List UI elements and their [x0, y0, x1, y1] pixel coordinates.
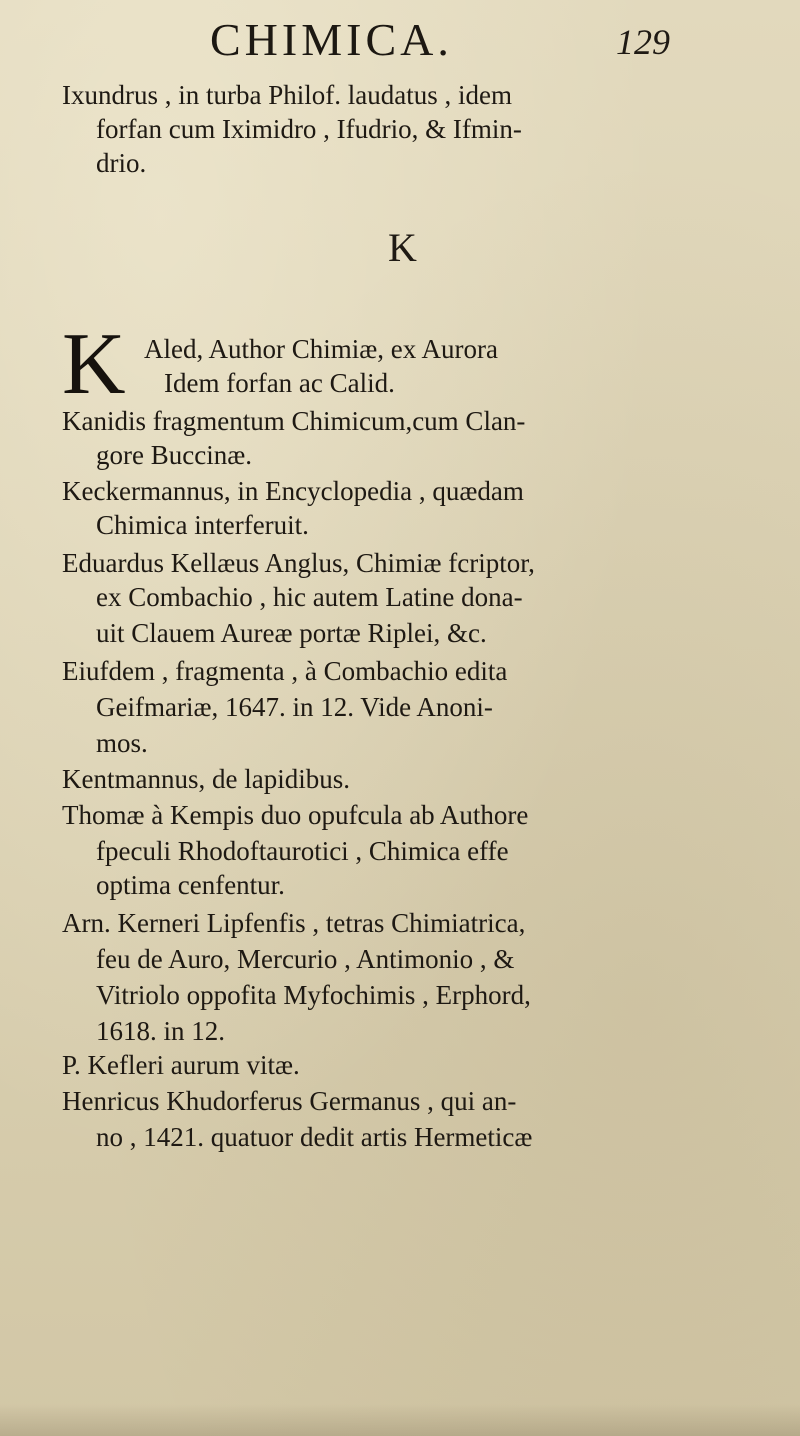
text-line: Thomæ à Kempis duo opufcula ab Authore	[62, 800, 529, 830]
page-bottom-edge	[0, 1404, 800, 1436]
text-line: Aled, Author Chimiæ, ex Aurora	[144, 334, 498, 364]
page-header	[0, 10, 800, 70]
text-line: fpeculi Rhodoftaurotici , Chimica effe	[96, 836, 509, 866]
text-line: Geifmariæ, 1647. in 12. Vide Anoni-	[96, 692, 493, 722]
text-line: Keckermannus, in Encyclopedia , quædam	[62, 476, 524, 506]
text-line: P. Kefleri aurum vitæ.	[62, 1050, 300, 1080]
text-line: Idem forfan ac Calid.	[164, 368, 395, 398]
text-line: no , 1421. quatuor dedit artis Hermeticæ	[96, 1122, 533, 1152]
text-line: Henricus Khudorferus Germanus , qui an-	[62, 1086, 517, 1116]
text-line: Eiufdem , fragmenta , à Combachio edita	[62, 656, 508, 686]
text-line: Eduardus Kellæus Anglus, Chimiæ fcriptor,	[62, 548, 535, 578]
section-letter: K	[388, 225, 417, 270]
text-line: Chimica interferuit.	[96, 510, 309, 540]
text-line: Arn. Kerneri Lipfenfis , tetras Chimiatrica,	[62, 908, 526, 938]
text-line: ex Combachio , hic autem Latine dona-	[96, 582, 523, 612]
drop-cap: K	[62, 316, 126, 413]
text-line: Vitriolo oppofita Myfochimis , Erphord,	[96, 980, 531, 1010]
text-line: forfan cum Iximidro , Ifudrio, & Ifmin-	[96, 114, 522, 144]
text-line: mos.	[96, 728, 148, 758]
text-line: drio.	[96, 148, 147, 178]
text-line: uit Clauem Aureæ portæ Riplei, &c.	[96, 618, 487, 648]
text-line: optima cenfentur.	[96, 870, 285, 900]
text-line: Kentmannus, de lapidibus.	[62, 764, 350, 794]
running-head: CHIMICA.	[210, 14, 453, 65]
text-line: 1618. in 12.	[96, 1016, 226, 1046]
text-line: gore Buccinæ.	[96, 440, 252, 470]
text-line: Kanidis fragmentum Chimicum,cum Clan-	[62, 406, 526, 436]
text-line: Ixundrus , in turba Philof. laudatus , idem	[62, 80, 512, 110]
text-line: feu de Auro, Mercurio , Antimonio , &	[96, 944, 515, 974]
page-number: 129	[616, 22, 670, 62]
